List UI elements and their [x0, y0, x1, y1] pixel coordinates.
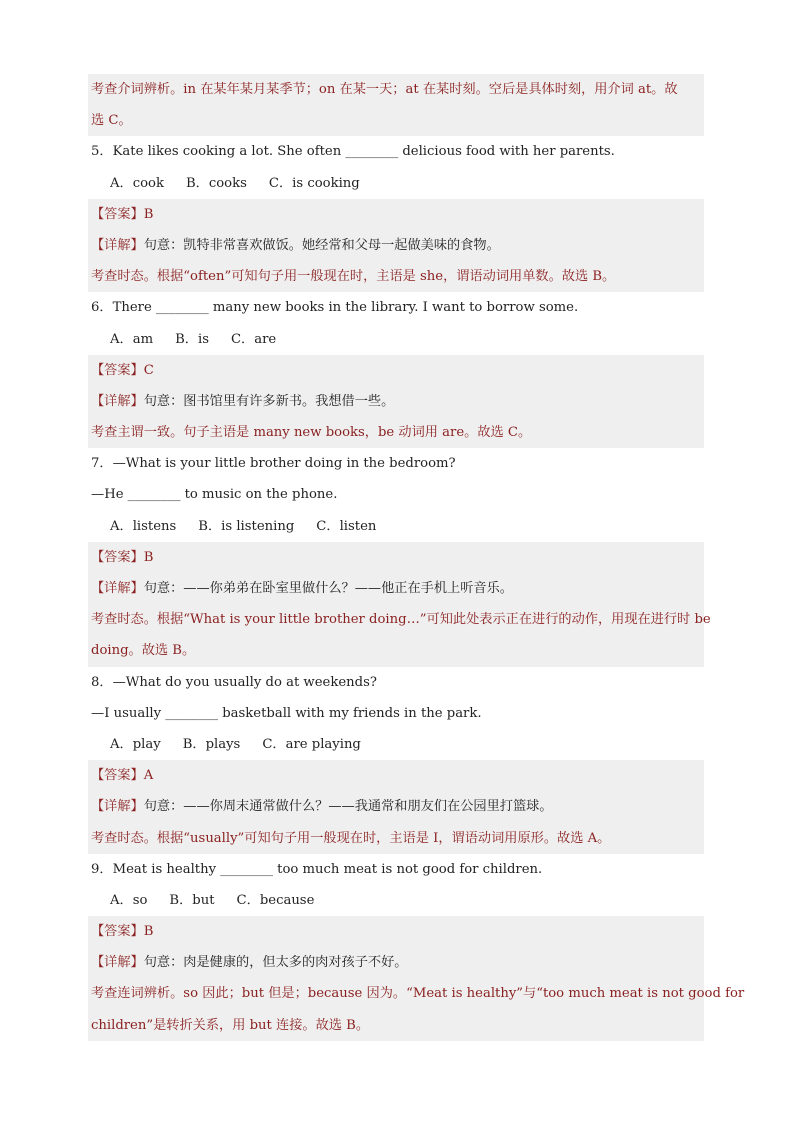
option: A．play — [110, 736, 161, 752]
detail-text: 句意：——你弟弟在卧室里做什么？——他正在手机上听音乐。 — [143, 581, 513, 596]
question-stem: 9．Meat is healthy ________ too much meat is not good for children. — [91, 861, 543, 877]
option-row — [88, 511, 704, 542]
detail-text: 句意：肉是健康的，但太多的肉对孩子不好。 — [143, 955, 408, 971]
answer-label: 【答案】 — [91, 362, 144, 378]
answer-value: C — [143, 362, 154, 378]
question-stem: 7．—What is your little brother doing in the bedroom? — [91, 456, 456, 472]
detail-text: 句意：图书馆里有许多新书。我想借一些。 — [143, 393, 395, 409]
question-block — [88, 667, 704, 854]
option-row — [88, 168, 704, 199]
option: C．are — [230, 331, 277, 347]
answer-label: 【答案】 — [91, 206, 144, 222]
answer-line — [88, 199, 704, 230]
option: B．but — [169, 892, 215, 908]
option: C．because — [236, 892, 315, 908]
option-row — [88, 324, 704, 355]
detail-line — [88, 947, 704, 978]
detail-text: 句意：凯特非常喜欢做饭。她经常和父母一起做美味的食物。 — [143, 237, 500, 253]
question-block — [88, 292, 704, 448]
detail-line — [88, 791, 704, 822]
analysis-line: 考查连词辨析。so 因此；but 但是；because 因为。“Meat is healthy”与“too much meat is not good for — [88, 978, 704, 1009]
question-stem: 6．There ________ many new books in the library. I want to borrow some. — [91, 300, 579, 316]
analysis-line: 考查介词辨析。in 在某年某月某季节；on 在某一天；at 在某时刻。空后是具体时刻，用介词 at。故 — [88, 74, 704, 105]
analysis-line: 选 C。 — [88, 105, 704, 136]
detail-label: 【详解】 — [91, 581, 144, 596]
question-list — [88, 136, 745, 1040]
analysis-line: 考查主谓一致。句子主语是 many new books，be 动词用 are。故选 C。 — [88, 417, 704, 448]
answer-line — [88, 760, 704, 791]
question-stem: —He ________ to music on the phone. — [91, 487, 338, 503]
option: A．am — [110, 331, 154, 347]
detail-label: 【详解】 — [91, 799, 144, 815]
analysis-line: 考查时态。根据“What is your little brother doing…”可知此处表示正在进行的动作，用现在进行时 be — [88, 604, 704, 635]
detail-text: 句意：——你周末通常做什么？——我通常和朋友们在公园里打篮球。 — [143, 799, 553, 815]
detail-label: 【详解】 — [91, 393, 144, 409]
detail-label: 【详解】 — [91, 237, 144, 253]
option: B．is — [175, 331, 209, 347]
option: B．plays — [182, 736, 241, 752]
option: C．is cooking — [268, 175, 360, 191]
option: C．listen — [316, 518, 377, 534]
question-block — [88, 448, 711, 666]
answer-value: B — [143, 206, 154, 222]
document-page — [88, 74, 745, 1041]
question-block — [88, 136, 704, 292]
answer-line — [88, 916, 704, 947]
answer-value: B — [143, 549, 154, 565]
detail-line — [88, 573, 704, 604]
analysis-line: children”是转折关系，用 but 连接。故选 B。 — [88, 1010, 704, 1041]
analysis-line: 考查时态。根据“usually”可知句子用一般现在时，主语是 I，谓语动词用原形。故选 A。 — [88, 823, 704, 854]
analysis-line: 考查时态。根据“often”可知句子用一般现在时，主语是 she，谓语动词用单数。故选 B。 — [88, 261, 704, 292]
question-block — [88, 854, 745, 1041]
answer-value: A — [143, 768, 154, 784]
answer-label: 【答案】 — [91, 549, 144, 565]
answer-line — [88, 355, 704, 386]
detail-label: 【详解】 — [91, 955, 144, 971]
detail-line — [88, 230, 704, 261]
question-stem: —I usually ________ basketball with my friends in the park. — [91, 705, 482, 721]
option: B．cooks — [185, 175, 247, 191]
answer-value: B — [143, 924, 154, 940]
detail-line — [88, 386, 704, 417]
option-row — [88, 729, 704, 760]
option: B．is listening — [198, 518, 295, 534]
answer-label: 【答案】 — [91, 768, 144, 784]
question-stem: 5．Kate likes cooking a lot. She often ________ delicious food with her parents. — [91, 144, 615, 160]
option-row — [88, 885, 704, 916]
option: A．cook — [110, 175, 164, 191]
question-stem: 8．—What do you usually do at weekends? — [91, 674, 377, 690]
option: A．so — [110, 892, 148, 908]
answer-line — [88, 542, 704, 573]
answer-label: 【答案】 — [91, 924, 144, 940]
option: C．are playing — [262, 736, 361, 752]
analysis-line: doing。故选 B。 — [88, 635, 704, 666]
option: A．listens — [110, 518, 177, 534]
